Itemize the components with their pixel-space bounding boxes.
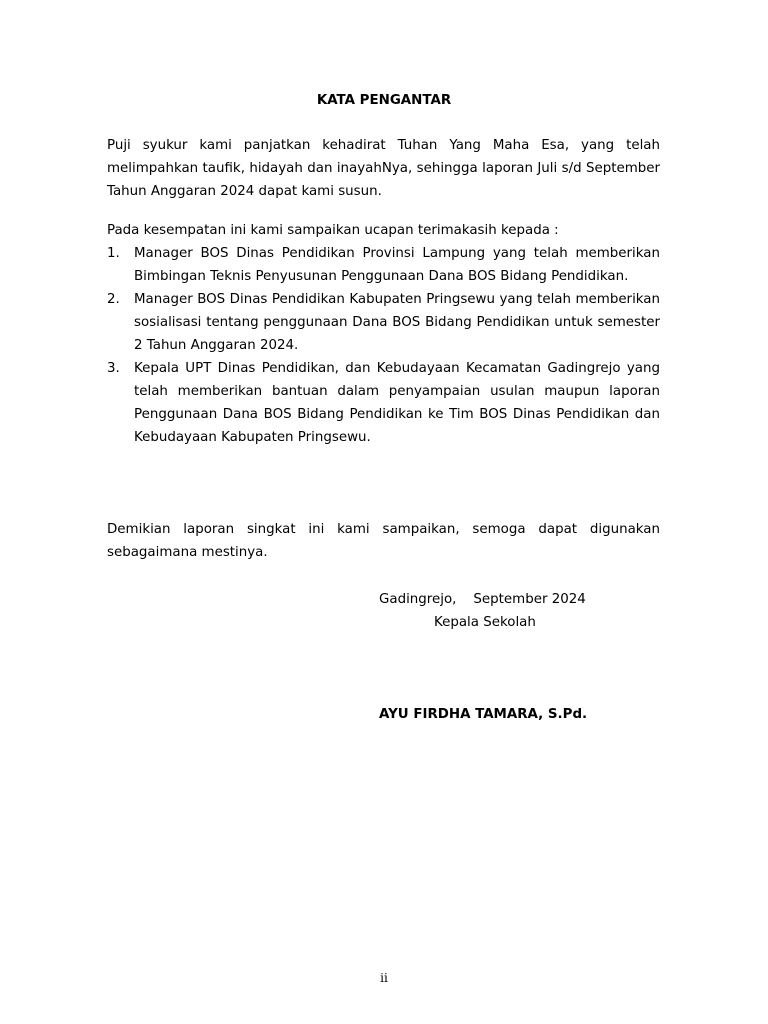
closing-paragraph: Demikian laporan singkat ini kami sampaikan, semoga dapat digunakan sebagaimana mestinya.: [107, 522, 660, 560]
list-item-number: 1.: [107, 246, 120, 261]
list-item-text: Kepala UPT Dinas Pendidikan, dan Kebudayaan Kecamatan Gadingrejo yang telah memberikan bantuan dalam penyampaian usulan maupun laporan Penggunaan Dana BOS Bidang Pendidikan ke Tim BOS Dinas Pendidikan dan Kebudayaan Kabupaten Pringsewu.: [134, 361, 660, 445]
list-item-number: 2.: [107, 292, 120, 307]
signature-place-date: Gadingrejo, September 2024: [379, 592, 586, 607]
thanks-list: [107, 242, 660, 449]
thanks-intro: Pada kesempatan ini kami sampaikan ucapan terimakasih kepada :: [107, 223, 559, 238]
signature-role: Kepala Sekolah: [434, 615, 536, 630]
list-item-number: 3.: [107, 361, 120, 376]
intro-paragraph: Puji syukur kami panjatkan kehadirat Tuhan Yang Maha Esa, yang telah melimpahkan taufik, hidayah dan inayahNya, sehingga laporan Juli s/d September Tahun Anggaran 2024 dapat kami susun.: [107, 138, 660, 199]
signature-name: AYU FIRDHA TAMARA, S.Pd.: [379, 707, 588, 722]
page-number: ii: [380, 971, 388, 985]
page-title: KATA PENGANTAR: [316, 93, 452, 108]
list-item: [107, 288, 660, 357]
list-item-text: Manager BOS Dinas Pendidikan Provinsi Lampung yang telah memberikan Bimbingan Teknis Penyusunan Penggunaan Dana BOS Bidang Pendidikan.: [134, 246, 660, 284]
list-item-text: Manager BOS Dinas Pendidikan Kabupaten Pringsewu yang telah memberikan sosialisasi tentang penggunaan Dana BOS Bidang Pendidikan untuk semester 2 Tahun Anggaran 2024.: [134, 292, 660, 353]
list-item: [107, 357, 660, 449]
list-item: [107, 242, 660, 288]
